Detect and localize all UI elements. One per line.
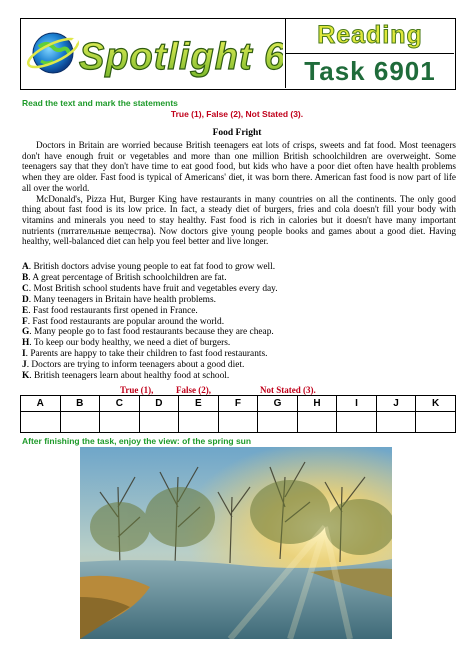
answer-letter: C [100, 396, 140, 412]
answer-cell[interactable] [60, 412, 100, 433]
statement-item: E. Fast food restaurants first opened in France. [22, 305, 198, 316]
answer-cell[interactable] [21, 412, 61, 433]
spring-sun-photo [80, 447, 392, 639]
article-title: Food Fright [212, 128, 262, 138]
statement-item: C. Most British school students have fruit and vegetables every day. [22, 283, 278, 294]
answer-letter: K [416, 396, 456, 412]
answer-cell[interactable] [179, 412, 219, 433]
answer-letter: I [337, 396, 377, 412]
statement-item: B. A great percentage of British schoolchildren are fat. [22, 272, 227, 283]
answer-cell[interactable] [416, 412, 456, 433]
answer-cell[interactable] [258, 412, 298, 433]
answer-cell[interactable] [218, 412, 258, 433]
statement-item: J. Doctors are trying to inform teenagers about a good diet. [22, 360, 245, 371]
task-cell [286, 19, 454, 88]
reading-label: Reading [317, 21, 423, 49]
answer-letters-row [21, 396, 456, 412]
answer-letter: G [258, 396, 298, 412]
statement-item: F. Fast food restaurants are popular around the world. [22, 316, 225, 327]
answer-table [20, 395, 456, 433]
globe-icon [25, 33, 82, 73]
task-label: Task 6901 [304, 56, 436, 86]
answer-input-row [21, 412, 456, 433]
statement-item: G. Many people go to fast food restaurants because they are cheap. [22, 327, 274, 338]
answer-letter: H [297, 396, 337, 412]
spotlight-logo [21, 19, 283, 87]
statement-item: H. To keep our body healthy, we need a diet of burgers. [22, 338, 231, 349]
instruction-line-2: True (1), False (2), Not Stated (3). [170, 109, 304, 119]
logo-cell [21, 19, 286, 88]
answer-cell[interactable] [297, 412, 337, 433]
answer-cell[interactable] [376, 412, 416, 433]
logo-text: Spotlight 6 [79, 36, 283, 78]
legend-true: True (1), [120, 385, 154, 395]
statement-item: A. British doctors advise young people to eat fat food to grow well. [22, 262, 276, 272]
answer-letter: B [60, 396, 100, 412]
answer-letter: J [376, 396, 416, 412]
answer-cell[interactable] [337, 412, 377, 433]
article-paragraph-2: McDonald's, Pizza Hut, Burger King have restaurants in many countries on all the continents. The only good thing about fast food is its low price. In fact, a steady diet of burgers, fries and cola doesn't fill your body with vitamins and minerals you need to stay healthy. Fast food is rich in calories but it doesn't have many important nutrients (питательные вещества). Now doctors give young people books and games about a good diet. Having healthy, well-balanced diet can help you feel better and live longer. [22, 193, 456, 247]
answer-letter: D [139, 396, 179, 412]
answer-letter: A [21, 396, 61, 412]
statements-list [22, 262, 456, 382]
instruction-line-1: Read the text and mark the statements [22, 98, 178, 108]
article-paragraph-1: Doctors in Britain are worried because British teenagers eat lots of crisps, sweets and fat food. Most teenagers don't have enough fruit or vegetables and more than one million British schoolchildren are overweight. Some teenagers say that they don't have time to eat good food, but kids who have a poor diet often have health problems when they are older. Fast food is typical of Americans' diet, it was born there. American fast food is now part of life all over the world. [22, 140, 456, 193]
header-divider [286, 53, 454, 54]
legend-not-stated: Not Stated (3). [260, 385, 316, 395]
statement-item: D. Many teenagers in Britain have health problems. [22, 294, 216, 305]
river-landscape-image [80, 447, 392, 639]
statement-item: I. Parents are happy to take their children to fast food restaurants. [22, 349, 268, 360]
article-body [22, 140, 456, 247]
answer-letter: F [218, 396, 258, 412]
statement-item: K. British teenagers learn about healthy food at school. [22, 371, 230, 382]
legend-false: False (2), [176, 385, 211, 395]
answer-cell[interactable] [100, 412, 140, 433]
after-task-note: After finishing the task, enjoy the view: of the spring sun [22, 436, 252, 446]
answer-cell[interactable] [139, 412, 179, 433]
answer-letter: E [179, 396, 219, 412]
header-box [20, 18, 456, 90]
